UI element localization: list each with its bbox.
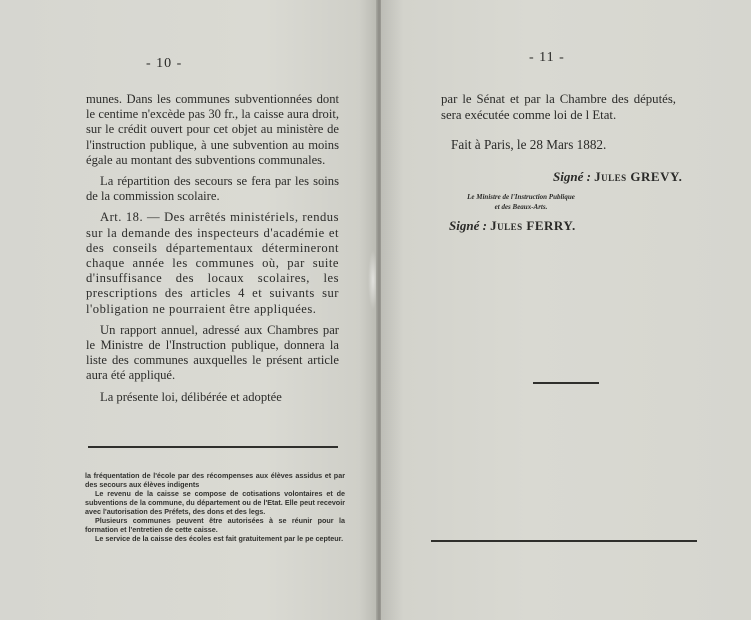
place-date: Fait à Paris, le 28 Mars 1882.	[451, 137, 607, 152]
footnote	[85, 471, 345, 543]
signature-prefix: Signé :	[553, 169, 591, 184]
footnote-line: la fréquentation de l'école par des récompenses aux élèves assidus et par des secours aux élèves indigents	[85, 471, 345, 489]
signature-name: Jules FERRY.	[490, 218, 576, 233]
paragraph: La répartition des secours se fera par les soins de la commission scolaire.	[86, 174, 339, 204]
footnote-divider	[88, 446, 338, 448]
bottom-divider	[431, 540, 697, 542]
right-page	[381, 0, 751, 620]
minister-title-line: Le Ministre de l'Instruction Publique	[467, 193, 575, 201]
signature-grevy	[553, 169, 682, 185]
minister-title-line: et des Beaux-Arts.	[494, 203, 548, 211]
signature-prefix: Signé :	[449, 218, 487, 233]
footnote-line: Le revenu de la caisse se compose de cotisations volontaires et de subventions de la commune, du département ou de l'Etat. Elle peut recevoir avec l'autorisation des Préfets, des dons et des legs.	[85, 489, 345, 516]
left-body-text	[86, 92, 339, 411]
footnote-line: Le service de la caisse des écoles est fait gratuitement par le pe cepteur.	[95, 534, 344, 543]
short-divider	[533, 382, 599, 384]
article-18-paragraph: Art. 18. — Des arrêtés ministériels, rendus sur la demande des inspecteurs d'académie et des conseils départementaux détermineront chaque année les communes où, par suite d'insuffisance des locaux scolaires, les prescriptions des articles 4 et suivants sur l'obligation ne pourraient être appliquées.	[86, 210, 339, 316]
minister-title	[436, 192, 606, 212]
continuation-text: par le Sénat et par la Chambre des députés, sera exécutée comme loi de l Etat.	[441, 92, 676, 122]
footnote-line: Plusieurs communes peuvent être autorisées à se réunir pour la formation et l'entretien de cette caisse.	[85, 516, 345, 534]
paragraph: La présente loi, délibérée et adoptée	[100, 389, 282, 404]
page-number: - 11 -	[529, 50, 565, 65]
paragraph: Un rapport annuel, adressé aux Chambres par le Ministre de l'Instruction publique, donnera la liste des communes auxquelles le présent article aura été appliqué.	[86, 322, 339, 383]
paragraph: munes. Dans les communes subventionnées dont le centime n'excède pas 30 fr., la caisse aura droit, sur le crédit ouvert pour cet objet au ministère de l'instruction publique, à une subvention au moins égale au montant des subventions communales.	[86, 92, 339, 167]
signature-name: Jules GREVY.	[594, 169, 683, 184]
signature-ferry	[449, 218, 576, 234]
page-number: - 10 -	[146, 56, 183, 71]
